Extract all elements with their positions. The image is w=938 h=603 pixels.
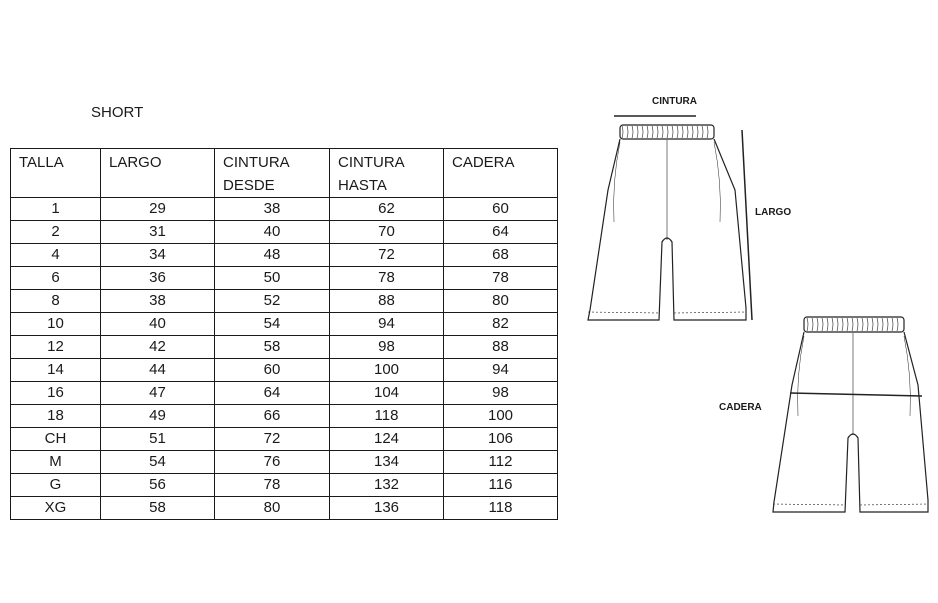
table-cell: 94: [444, 359, 558, 382]
table-cell: 66: [215, 405, 330, 428]
table-cell: 116: [444, 474, 558, 497]
table-row: [11, 382, 558, 405]
table-cell: 16: [11, 382, 101, 405]
table-cell: 60: [444, 198, 558, 221]
table-cell: 10: [11, 313, 101, 336]
table-cell: CH: [11, 428, 101, 451]
table-cell: 40: [215, 221, 330, 244]
table-cell: 118: [330, 405, 444, 428]
table-cell: 78: [444, 267, 558, 290]
table-cell: 1: [11, 198, 101, 221]
table-cell: 118: [444, 497, 558, 520]
table-cell: 54: [215, 313, 330, 336]
header-talla: TALLA: [11, 149, 101, 198]
table-cell: XG: [11, 497, 101, 520]
table-cell: 12: [11, 336, 101, 359]
table-cell: 31: [101, 221, 215, 244]
table-cell: 60: [215, 359, 330, 382]
table-cell: 58: [215, 336, 330, 359]
table-cell: 49: [101, 405, 215, 428]
shorts-front-illustration: [588, 125, 746, 320]
table-cell: 51: [101, 428, 215, 451]
table-row: [11, 267, 558, 290]
page-title: SHORT: [91, 104, 144, 121]
table-row: [11, 290, 558, 313]
table-cell: 72: [330, 244, 444, 267]
table-cell: 98: [330, 336, 444, 359]
table-cell: 106: [444, 428, 558, 451]
table-cell: 18: [11, 405, 101, 428]
table-row: [11, 336, 558, 359]
table-cell: 54: [101, 451, 215, 474]
table-row: [11, 474, 558, 497]
table-row: [11, 359, 558, 382]
table-cell: 38: [215, 198, 330, 221]
waist-label: CINTURA: [652, 96, 697, 107]
size-chart-table: [10, 148, 558, 520]
table-cell: 62: [330, 198, 444, 221]
table-row: [11, 198, 558, 221]
table-cell: 40: [101, 313, 215, 336]
shorts-diagram: [570, 80, 930, 530]
table-cell: 94: [330, 313, 444, 336]
table-cell: 100: [444, 405, 558, 428]
table-cell: 34: [101, 244, 215, 267]
table-cell: 68: [444, 244, 558, 267]
table-cell: 44: [101, 359, 215, 382]
table-cell: 88: [444, 336, 558, 359]
table-cell: 8: [11, 290, 101, 313]
table-cell: 80: [215, 497, 330, 520]
table-cell: 58: [101, 497, 215, 520]
table-cell: 80: [444, 290, 558, 313]
length-measure-line: [742, 130, 752, 320]
table-header-row: [11, 149, 558, 198]
header-cintura-desde: CINTURA DESDE: [215, 149, 330, 198]
hip-label: CADERA: [719, 402, 762, 413]
table-cell: 48: [215, 244, 330, 267]
table-cell: 88: [330, 290, 444, 313]
table-cell: 134: [330, 451, 444, 474]
hip-measure-line: [790, 393, 922, 396]
table-cell: 78: [215, 474, 330, 497]
table-cell: 78: [330, 267, 444, 290]
table-cell: 4: [11, 244, 101, 267]
table-cell: 6: [11, 267, 101, 290]
table-cell: 2: [11, 221, 101, 244]
table-cell: 136: [330, 497, 444, 520]
table-cell: 14: [11, 359, 101, 382]
table-cell: 72: [215, 428, 330, 451]
table-cell: M: [11, 451, 101, 474]
table-cell: 38: [101, 290, 215, 313]
table-cell: 64: [215, 382, 330, 405]
table-cell: 42: [101, 336, 215, 359]
header-largo: LARGO: [101, 149, 215, 198]
table-cell: 50: [215, 267, 330, 290]
table-row: [11, 497, 558, 520]
length-label: LARGO: [755, 207, 792, 218]
table-cell: 64: [444, 221, 558, 244]
table-cell: G: [11, 474, 101, 497]
table-row: [11, 451, 558, 474]
table-cell: 76: [215, 451, 330, 474]
table-row: [11, 221, 558, 244]
table-row: [11, 313, 558, 336]
table-cell: 70: [330, 221, 444, 244]
table-cell: 112: [444, 451, 558, 474]
table-row: [11, 244, 558, 267]
table-cell: 29: [101, 198, 215, 221]
table-cell: 98: [444, 382, 558, 405]
table-body: [11, 198, 558, 520]
table-cell: 100: [330, 359, 444, 382]
table-cell: 36: [101, 267, 215, 290]
table-cell: 104: [330, 382, 444, 405]
shorts-back-illustration: [773, 317, 928, 512]
header-cadera: CADERA: [444, 149, 558, 198]
table-cell: 124: [330, 428, 444, 451]
table-row: [11, 428, 558, 451]
table-row: [11, 405, 558, 428]
table-cell: 52: [215, 290, 330, 313]
table-cell: 132: [330, 474, 444, 497]
header-cintura-hasta: CINTURA HASTA: [330, 149, 444, 198]
table-cell: 82: [444, 313, 558, 336]
table-cell: 47: [101, 382, 215, 405]
table-cell: 56: [101, 474, 215, 497]
